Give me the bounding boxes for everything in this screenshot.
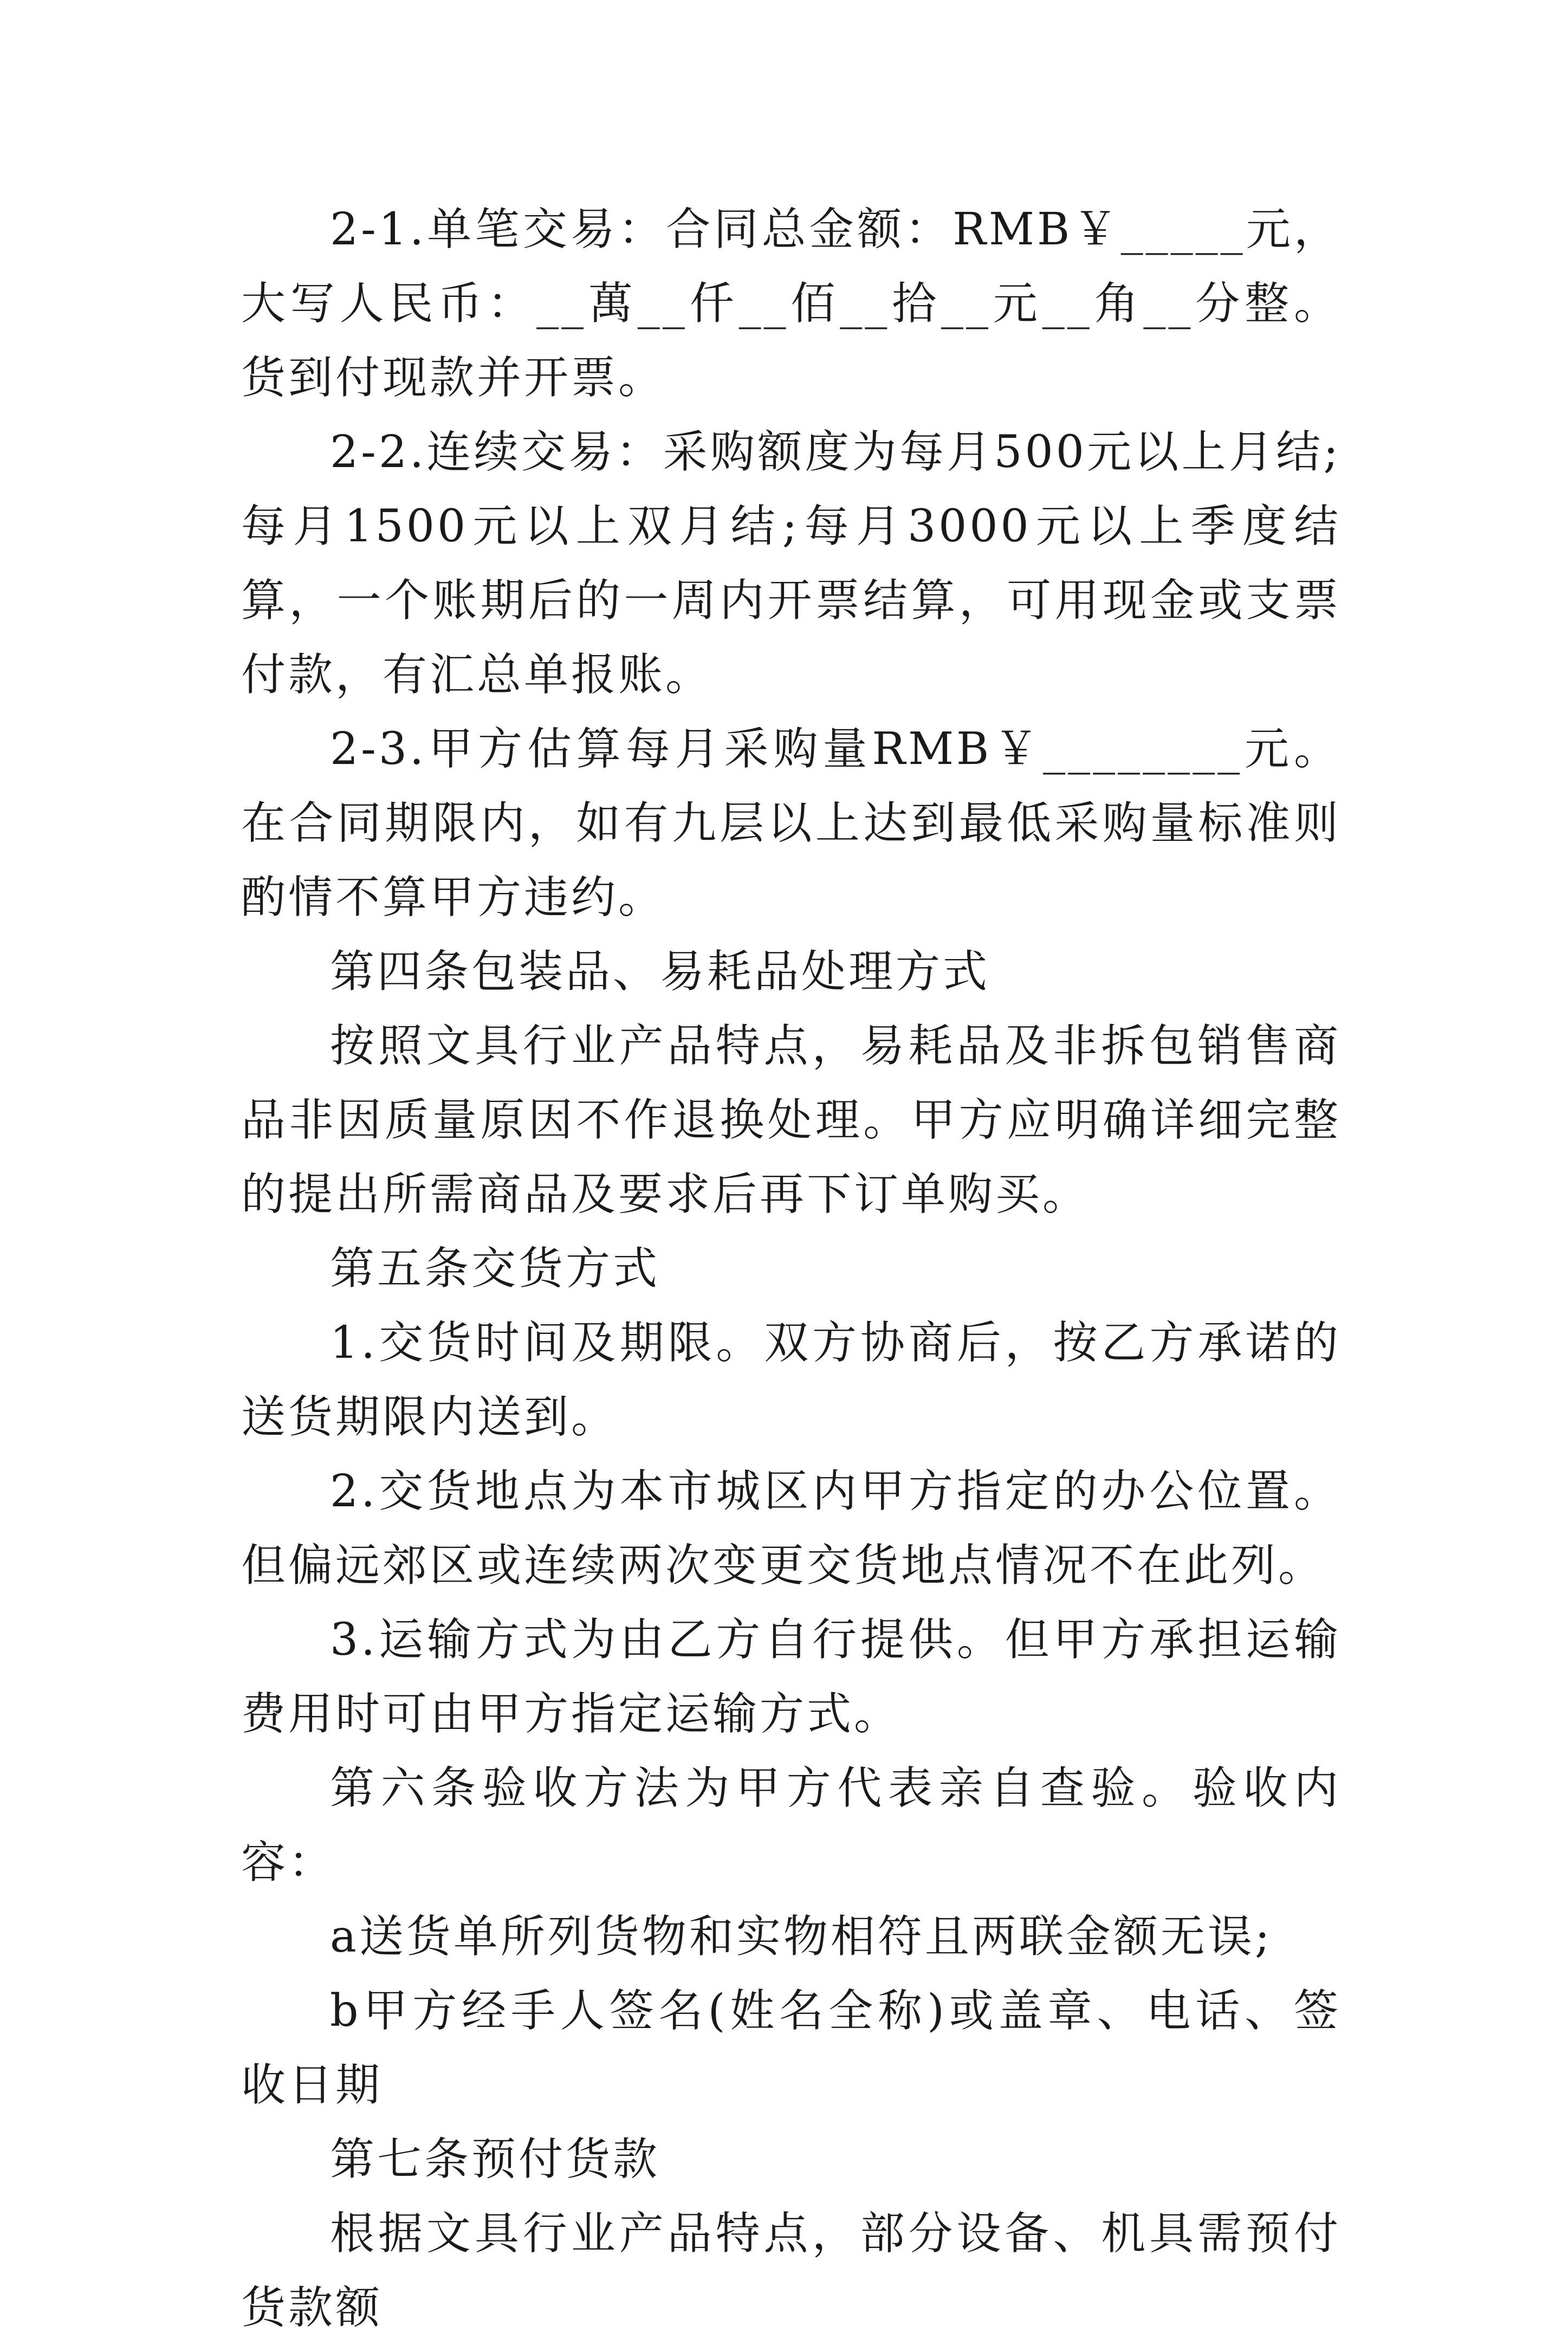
article-5-item-1: 1.交货时间及期限。双方协商后，按乙方承诺的送货期限内送到。 bbox=[241, 1317, 1341, 1443]
article-5-item-2: 2.交货地点为本市城区内甲方指定的办公位置。但偏远郊区或连续两次变更交货地点情况不在此列。 bbox=[241, 1466, 1341, 1591]
article-7-body: 根据文具行业产品特点，部分设备、机具需预付货款额 bbox=[241, 2208, 1341, 2334]
paragraph-2-1-single-transaction: 2-1.单笔交易：合同总金额：RMB￥_____元，大写人民币：__萬__仟__佰__拾__元__角__分整。货到付现款并开票。 bbox=[241, 204, 1341, 404]
paragraph-2-2-continuous-transaction: 2-2.连续交易：采购额度为每月500元以上月结;每月1500元以上双月结;每月3000元以上季度结算，一个账期后的一周内开票结算，可用现金或支票付款，有汇总单报账。 bbox=[241, 426, 1341, 701]
article-4-heading: 第四条包装品、易耗品处理方式 bbox=[330, 946, 990, 997]
article-6-heading: 第六条验收方法为甲方代表亲自查验。验收内容： bbox=[241, 1763, 1341, 1888]
paragraph-2-3-monthly-estimate: 2-3.甲方估算每月采购量RMB￥________元。在合同期限内，如有九层以上达到最低采购量标准则酌情不算甲方违约。 bbox=[241, 723, 1341, 923]
document-body bbox=[241, 192, 1341, 2345]
article-5-item-3: 3.运输方式为由乙方自行提供。但甲方承担运输费用时可由甲方指定运输方式。 bbox=[241, 1614, 1341, 1740]
article-6-item-b: b甲方经手人签名(姓名全称)或盖章、电话、签收日期 bbox=[241, 1985, 1341, 2111]
article-6-item-a: a送货单所列货物和实物相符且两联金额无误; bbox=[330, 1911, 1273, 1962]
article-5-heading: 第五条交货方式 bbox=[330, 1243, 660, 1294]
article-7-heading: 第七条预付货款 bbox=[330, 2134, 660, 2185]
article-4-body: 按照文具行业产品特点，易耗品及非拆包销售商品非因质量原因不作退换处理。甲方应明确详细完整的提出所需商品及要求后再下订单购买。 bbox=[241, 1020, 1341, 1220]
